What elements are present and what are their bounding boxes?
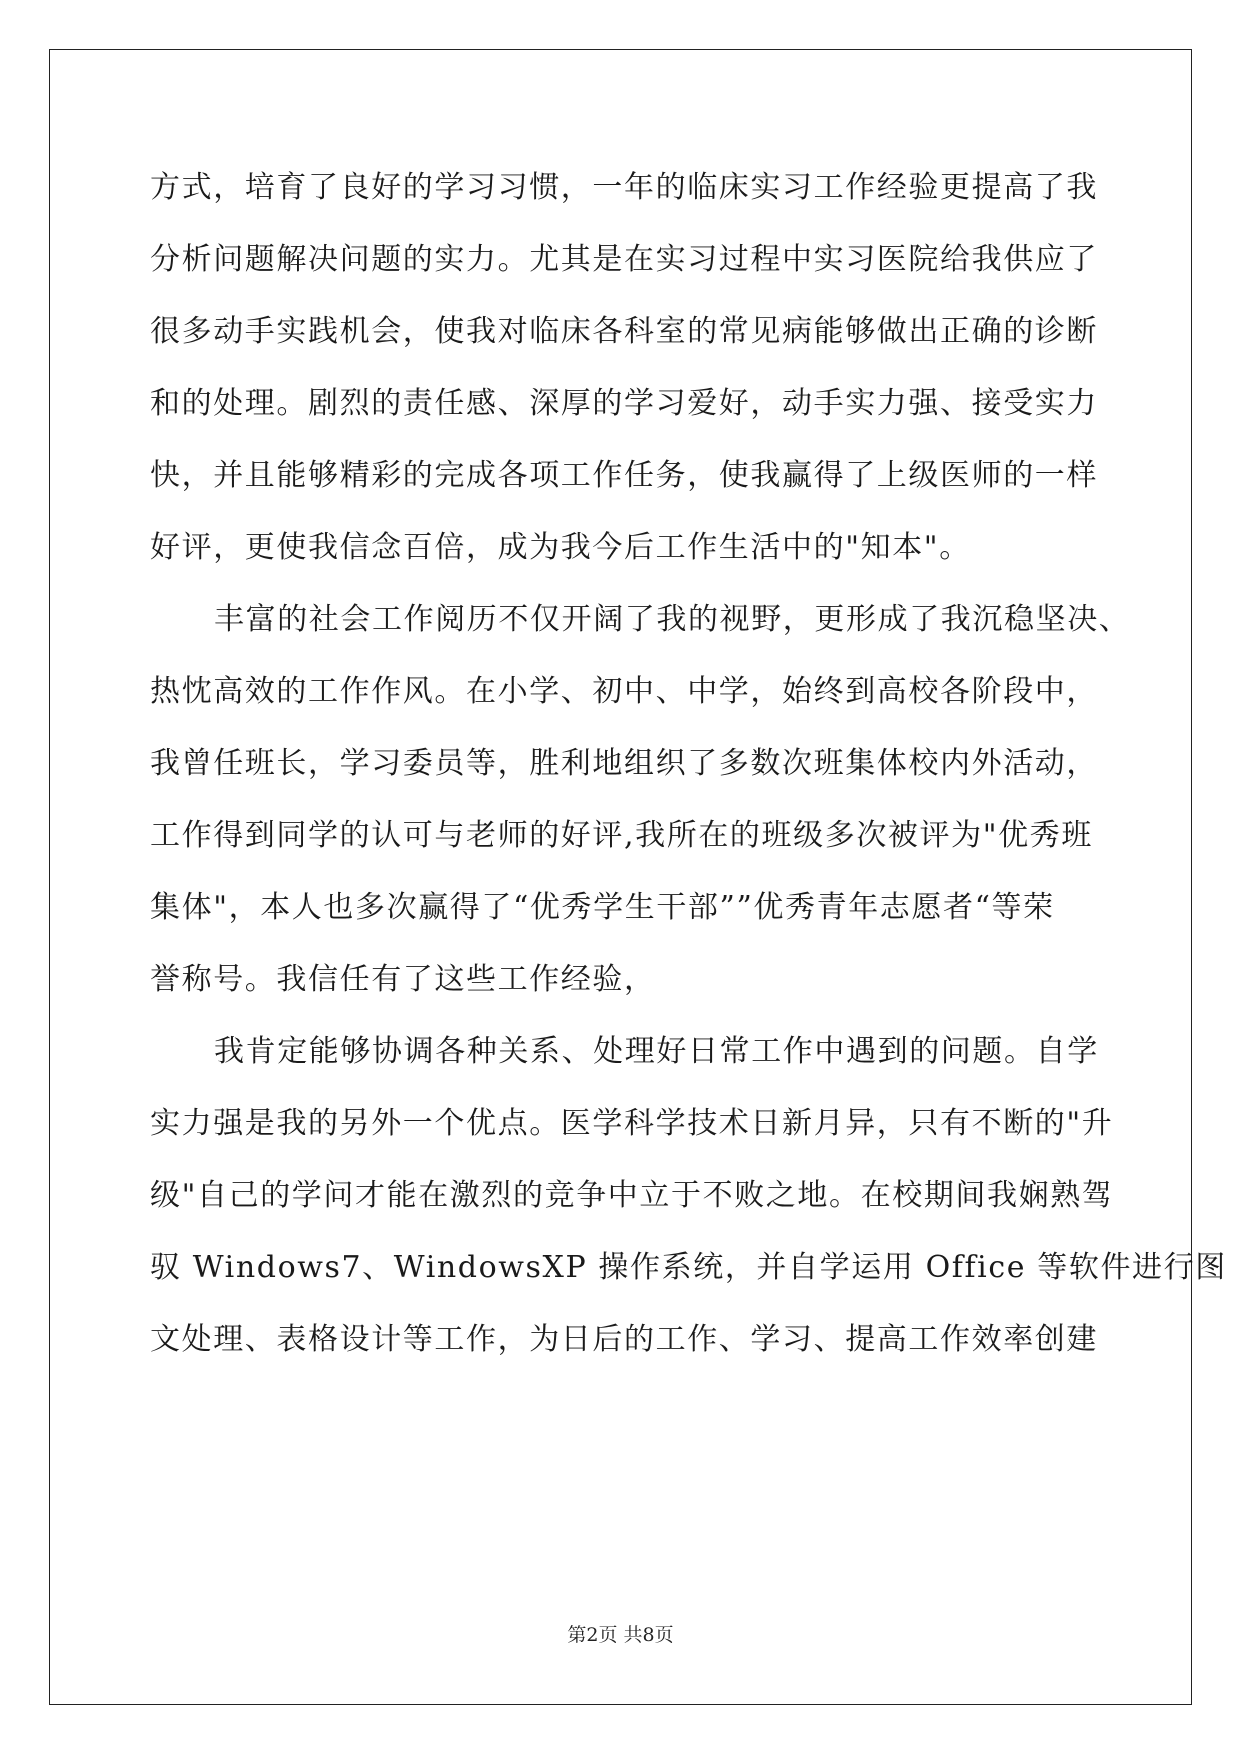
text-line: 很多动手实践机会，使我对临床各科室的常见病能够做出正确的诊断 (150, 314, 1098, 349)
page-number-footer: 第2页 共8页 (567, 1624, 674, 1646)
text-line: 方式，培育了良好的学习习惯，一年的临床实习工作经验更提高了我 (150, 170, 1098, 205)
text-line: 热忱高效的工作作风。在小学、初中、中学，始终到高校各阶段中， (150, 674, 1098, 709)
text-line: 文处理、表格设计等工作，为日后的工作、学习、提高工作效率创建 (150, 1322, 1098, 1357)
text-line: 工作得到同学的认可与老师的好评,我所在的班级多次被评为"优秀班 (150, 818, 1093, 853)
text-line: 集体"，本人也多次赢得了“优秀学生干部””优秀青年志愿者“等荣 (150, 890, 1055, 925)
text-line: 好评，更使我信念百倍，成为我今后工作生活中的"知本"。 (150, 530, 971, 565)
text-line: 快，并且能够精彩的完成各项工作任务，使我赢得了上级医师的一样 (150, 458, 1098, 493)
paragraph-first-line: 我肯定能够协调各种关系、处理好日常工作中遇到的问题。自学 (214, 1034, 1099, 1069)
text-line: 级"自己的学问才能在激烈的竞争中立于不败之地。在校期间我娴熟驾 (150, 1178, 1114, 1213)
text-line: 实力强是我的另外一个优点。医学科学技术日新月异，只有不断的"升 (150, 1106, 1114, 1141)
text-line: 我曾任班长，学习委员等，胜利地组织了多数次班集体校内外活动， (150, 746, 1098, 781)
text-line: 誉称号。我信任有了这些工作经验， (150, 962, 656, 997)
text-line: 分析问题解决问题的实力。尤其是在实习过程中实习医院给我供应了 (150, 242, 1098, 277)
page-border (49, 49, 1192, 1705)
paragraph-first-line: 丰富的社会工作阅历不仅开阔了我的视野，更形成了我沉稳坚决、 (214, 602, 1131, 637)
text-line: 和的处理。剧烈的责任感、深厚的学习爱好，动手实力强、接受实力 (150, 386, 1098, 421)
text-line: 驭 Windows7、WindowsXP 操作系统，并自学运用 Office 等软件进行图 (150, 1250, 1227, 1285)
